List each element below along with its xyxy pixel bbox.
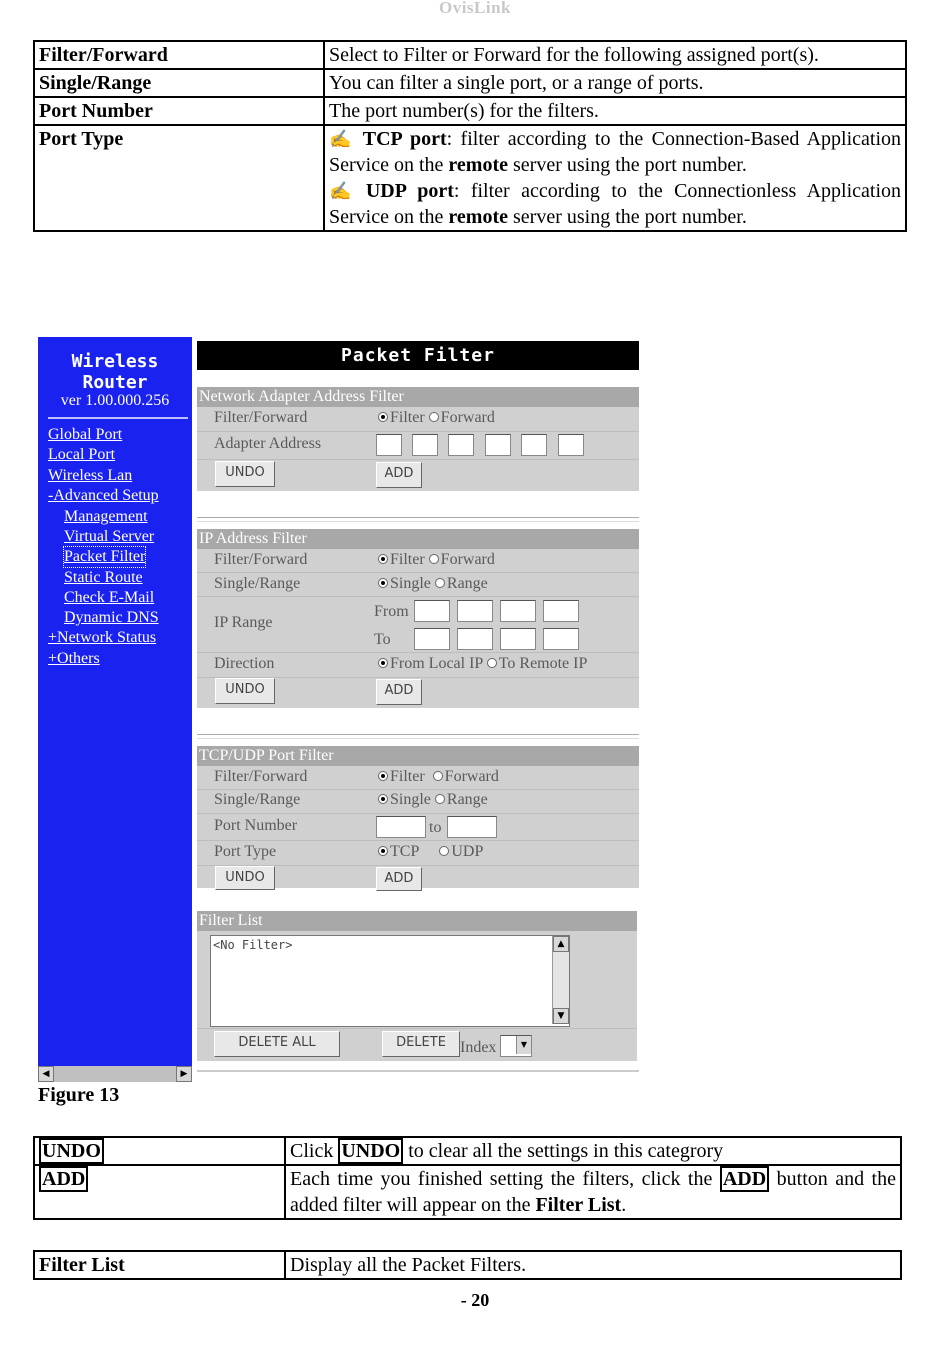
undo-button[interactable]: UNDO: [215, 461, 275, 487]
ip-range-label: IP Range: [214, 614, 273, 631]
desc-cell: [285, 1137, 901, 1165]
add-button[interactable]: ADD: [376, 462, 422, 488]
undo-term: UNDO: [39, 1138, 104, 1164]
single-option-label: Single: [390, 791, 431, 808]
desc-cell: The port number(s) for the filters.: [324, 97, 906, 125]
udp-bold: remote: [448, 206, 508, 228]
single-radio[interactable]: [378, 578, 388, 588]
nav-others[interactable]: +Others: [48, 650, 100, 667]
nav-dynamic-dns[interactable]: Dynamic DNS: [64, 609, 159, 626]
mac-field-3[interactable]: [448, 434, 474, 456]
delete-all-button[interactable]: DELETE ALL: [214, 1031, 340, 1057]
forward-radio[interactable]: [433, 771, 443, 781]
adapter-address-label: Adapter Address: [214, 435, 322, 452]
to-remote-label: To Remote IP: [498, 655, 588, 672]
add-button[interactable]: ADD: [376, 867, 422, 891]
udp-option-label: UDP: [451, 843, 484, 860]
page-header: OvisLink: [438, 0, 512, 17]
add-desc-end: .: [621, 1194, 627, 1216]
to-label: To: [374, 631, 391, 648]
row-divider: [197, 652, 639, 653]
tcp-radio[interactable]: [378, 846, 388, 856]
filter-forward-label: Filter/Forward: [214, 551, 308, 568]
from-ip-octet-4[interactable]: [543, 600, 579, 622]
nav-advanced-setup[interactable]: -Advanced Setup: [48, 487, 159, 504]
desc-cell: You can filter a single port, or a range of ports.: [324, 69, 906, 97]
port-type-label: Port Type: [214, 843, 277, 860]
single-range-radios: [378, 791, 488, 809]
single-radio[interactable]: [378, 794, 388, 804]
nav-global-port[interactable]: Global Port: [48, 426, 123, 443]
table-row: [34, 69, 906, 97]
nav-virtual-server[interactable]: Virtual Server: [64, 528, 155, 545]
index-select[interactable]: [500, 1035, 532, 1057]
index-label: Index: [460, 1039, 497, 1056]
table-row: [34, 125, 906, 231]
mac-field-2[interactable]: [412, 434, 438, 456]
tcp-option-label: TCP: [390, 843, 420, 860]
table-row: [34, 1137, 901, 1165]
filter-option-label: Filter: [390, 768, 425, 785]
direction-label: Direction: [214, 655, 275, 672]
term-cell: Filter/Forward: [34, 41, 324, 69]
forward-radio[interactable]: [429, 412, 439, 422]
filter-option-label: Filter: [390, 551, 425, 568]
row-divider: [197, 459, 639, 460]
add-desc-pre: Each time you finished setting the filters, click the: [290, 1168, 720, 1190]
range-option-label: Range: [446, 575, 488, 592]
mac-field-5[interactable]: [521, 434, 547, 456]
section-separator: [197, 1070, 639, 1072]
desc-cell: Select to Filter or Forward for the following assigned port(s).: [324, 41, 906, 69]
sidebar-divider: [48, 417, 188, 419]
nav-management[interactable]: Management: [64, 508, 148, 525]
port-number-label: Port Number: [214, 817, 298, 834]
definition-table-1: [33, 40, 907, 232]
undo-inline-button: UNDO: [338, 1138, 403, 1164]
term-cell: Port Type: [34, 125, 324, 231]
add-desc-post: button and the added filter will appear on the: [290, 1168, 896, 1216]
nav-wireless-lan[interactable]: Wireless Lan: [48, 467, 133, 484]
from-ip-octet-3[interactable]: [500, 600, 536, 622]
udp-radio[interactable]: [439, 846, 449, 856]
to-ip-octet-1[interactable]: [414, 628, 450, 650]
scroll-left-icon[interactable]: ◀: [38, 1066, 54, 1082]
single-option-label: Single: [390, 575, 431, 592]
row-divider: [197, 431, 639, 432]
sidebar-version: ver 1.00.000.256: [60, 392, 170, 409]
term-cell: Port Number: [34, 97, 324, 125]
sidebar: [38, 337, 192, 1067]
forward-option-label: Forward: [440, 409, 495, 426]
scroll-down-icon[interactable]: ▼: [553, 1008, 569, 1024]
term-cell: [34, 1165, 285, 1219]
to-ip-octet-2[interactable]: [457, 628, 493, 650]
nav-local-port[interactable]: Local Port: [48, 446, 116, 463]
term-cell: Single/Range: [34, 69, 324, 97]
desc-cell: [324, 125, 906, 231]
single-range-label: Single/Range: [214, 791, 301, 808]
row-divider: [197, 572, 639, 573]
section-separator: [197, 734, 639, 739]
add-inline-button: ADD: [720, 1166, 769, 1192]
sidebar-title-line1: Wireless: [71, 351, 159, 372]
filter-radio[interactable]: [378, 412, 388, 422]
mac-field-6[interactable]: [558, 434, 584, 456]
udp-text: : filter according to the Connectionless Application Service on the: [329, 180, 901, 228]
row-divider: [197, 840, 639, 841]
filter-forward-radios: [378, 551, 495, 569]
row-divider: [197, 596, 639, 597]
nav-packet-filter[interactable]: Packet Filter: [64, 548, 146, 565]
undo-button[interactable]: UNDO: [215, 866, 275, 890]
filter-radio[interactable]: [378, 554, 388, 564]
tcp-bold: remote: [448, 154, 508, 176]
table-row: [34, 1251, 901, 1279]
nav-check-email[interactable]: Check E-Mail: [64, 589, 155, 606]
section-ip-filter-title: IP Address Filter: [197, 529, 639, 549]
udp-end: server using the port number.: [508, 206, 747, 228]
range-radio[interactable]: [435, 794, 445, 804]
filter-radio[interactable]: [378, 771, 388, 781]
add-term: ADD: [39, 1166, 88, 1192]
from-label: From: [374, 603, 409, 620]
sidebar-horizontal-scrollbar[interactable]: [38, 1066, 192, 1082]
filter-forward-radios: [378, 409, 495, 427]
figure-caption: Figure 13: [38, 1084, 120, 1106]
filter-option-label: Filter: [390, 409, 425, 426]
from-ip-octet-2[interactable]: [457, 600, 493, 622]
nav-network-status[interactable]: +Network Status: [48, 629, 157, 646]
section-filter-list-title: Filter List: [197, 911, 637, 931]
single-range-radios: [378, 575, 488, 593]
filter-forward-label: Filter/Forward: [214, 768, 308, 785]
tcp-text: : filter according to the Connection-Based Application Service on the: [329, 128, 901, 176]
section-network-adapter-title: Network Adapter Address Filter: [197, 387, 639, 407]
forward-option-label: Forward: [440, 551, 495, 568]
from-local-radio[interactable]: [378, 658, 388, 668]
undo-desc-post: to clear all the settings in this categrory: [403, 1140, 724, 1162]
section-separator: [197, 517, 639, 522]
from-ip-octet-1[interactable]: [414, 600, 450, 622]
definition-table-2: [33, 1136, 902, 1220]
single-range-label: Single/Range: [214, 575, 301, 592]
packet-filter-banner: Packet Filter: [197, 341, 639, 370]
desc-cell: Display all the Packet Filters.: [285, 1251, 901, 1279]
row-divider: [197, 789, 639, 790]
tcp-label: TCP port: [362, 128, 447, 150]
section-port-filter-title: TCP/UDP Port Filter: [197, 746, 639, 766]
filter-list-content: <No Filter>: [213, 938, 293, 952]
row-divider: [197, 813, 639, 814]
tcp-end: server using the port number.: [508, 154, 747, 176]
table-row: [34, 1165, 901, 1219]
range-radio[interactable]: [435, 578, 445, 588]
add-button[interactable]: ADD: [376, 679, 422, 705]
table-row: [34, 41, 906, 69]
port-type-radios: [378, 843, 483, 861]
delete-button[interactable]: DELETE: [382, 1031, 460, 1057]
forward-radio[interactable]: [429, 554, 439, 564]
term-cell: Filter List: [34, 1251, 285, 1279]
range-option-label: Range: [446, 791, 488, 808]
table-row: [34, 97, 906, 125]
mac-field-1[interactable]: [376, 434, 402, 456]
to-remote-radio[interactable]: [487, 658, 497, 668]
filter-list-box[interactable]: [210, 935, 570, 1027]
row-divider: [197, 1028, 637, 1029]
port-start-input[interactable]: [376, 816, 426, 838]
sidebar-title-line2: Router: [82, 372, 148, 393]
scroll-right-icon[interactable]: ▶: [176, 1066, 192, 1082]
term-cell: [34, 1137, 285, 1165]
definition-table-3: [33, 1250, 902, 1280]
undo-button[interactable]: UNDO: [215, 678, 275, 704]
filter-list-scrollbar[interactable]: [552, 936, 569, 1024]
filter-forward-radios: [378, 768, 499, 786]
page-number: - 20: [460, 1290, 490, 1310]
chevron-down-icon[interactable]: ▼: [516, 1036, 531, 1054]
to-ip-octet-4[interactable]: [543, 628, 579, 650]
from-local-label: From Local IP: [390, 655, 483, 672]
nav-static-route[interactable]: Static Route: [64, 569, 143, 586]
udp-label: UDP port: [365, 180, 454, 202]
filter-forward-label: Filter/Forward: [214, 409, 308, 426]
desc-cell: [285, 1165, 901, 1219]
pencil-icon: ✍: [329, 129, 355, 149]
direction-radios: [378, 655, 587, 673]
to-ip-octet-3[interactable]: [500, 628, 536, 650]
forward-option-label: Forward: [444, 768, 499, 785]
undo-desc-pre: Click: [290, 1140, 339, 1162]
add-desc-bold: Filter List: [535, 1194, 622, 1216]
port-to-label: to: [429, 819, 442, 836]
scroll-up-icon[interactable]: ▲: [553, 936, 569, 952]
pencil-icon: ✍: [329, 181, 358, 201]
mac-field-4[interactable]: [485, 434, 511, 456]
port-end-input[interactable]: [447, 816, 497, 838]
